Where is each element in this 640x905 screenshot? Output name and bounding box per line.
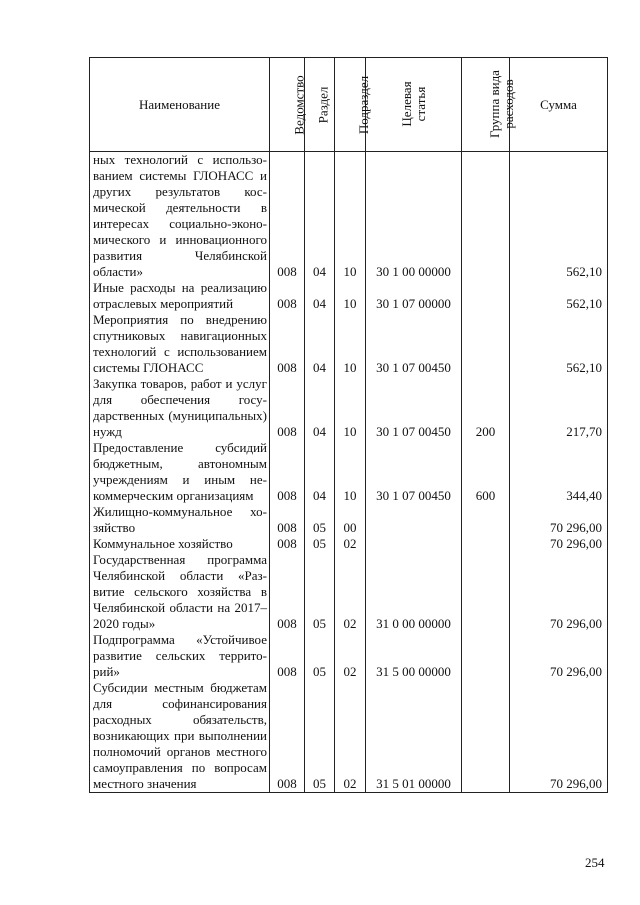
header-gruppa-vida-rashodov-label: Группа вида расходов <box>487 70 516 138</box>
row-celevaya-statya: 30 1 07 00000 <box>366 280 462 312</box>
row-razdel: 04 <box>305 440 335 504</box>
row-celevaya-statya: 30 1 07 00450 <box>366 376 462 440</box>
row-summa: 562,10 <box>510 312 608 376</box>
row-podrazdel: 02 <box>335 552 366 632</box>
row-summa: 70 296,00 <box>510 632 608 680</box>
row-celevaya-statya: 31 5 00 00000 <box>366 632 462 680</box>
row-name: ных технологий с использованием системы ГЛОНАСС и других результатов космической деятельности в интересах социально-экономического и инновационного развития Челябинской области» <box>90 152 270 281</box>
row-name: Коммунальное хозяйство <box>90 536 270 552</box>
row-gruppa-vida-rashodov <box>462 280 510 312</box>
budget-table <box>89 57 608 793</box>
row-name: Жилищно-коммунальное хозяйство <box>90 504 270 536</box>
row-podrazdel: 10 <box>335 280 366 312</box>
header-razdel-label: Раздел <box>315 86 331 123</box>
budget-table-container <box>89 57 608 793</box>
header-celevaya-statya-label: Целевая статья <box>398 81 428 127</box>
header-celevaya-statya <box>366 58 462 152</box>
row-razdel: 05 <box>305 504 335 536</box>
row-vedomstvo: 008 <box>270 440 305 504</box>
header-podrazdel <box>335 58 372 152</box>
table-row <box>90 552 608 632</box>
row-razdel: 04 <box>305 312 335 376</box>
table-row <box>90 536 608 552</box>
row-celevaya-statya: 31 0 00 00000 <box>366 552 462 632</box>
header-name-label: Наименование <box>139 96 220 112</box>
header-gruppa-vida-rashodov <box>462 58 516 152</box>
row-summa: 344,40 <box>510 440 608 504</box>
row-name: Мероприятия по внедрению спутниковых навигационных технологий с использованием системы ГЛОНАСС <box>90 312 270 376</box>
row-name: Государственная программа Челябинской области «Развитие сельского хозяйства в Челябинской области на 2017–2020 годы» <box>90 552 270 632</box>
row-vedomstvo: 008 <box>270 152 305 281</box>
row-name: Предоставление субсидий бюджетным, автономным учреждениям и иным некоммерческим организациям <box>90 440 270 504</box>
row-celevaya-statya <box>366 536 462 552</box>
row-gruppa-vida-rashodov <box>462 536 510 552</box>
header-summa-label: Сумма <box>540 96 577 112</box>
header-summa <box>510 58 608 152</box>
row-vedomstvo: 008 <box>270 632 305 680</box>
row-gruppa-vida-rashodov: 200 <box>462 376 510 440</box>
row-vedomstvo: 008 <box>270 552 305 632</box>
row-summa: 217,70 <box>510 376 608 440</box>
header-vedomstvo <box>270 58 305 152</box>
table-body <box>90 152 608 793</box>
row-gruppa-vida-rashodov <box>462 312 510 376</box>
row-razdel: 04 <box>305 152 335 281</box>
row-summa: 70 296,00 <box>510 536 608 552</box>
row-podrazdel: 10 <box>335 312 366 376</box>
table-row <box>90 312 608 376</box>
row-razdel: 04 <box>305 280 335 312</box>
row-name: Иные расходы на реализацию отраслевых мероприятий <box>90 280 270 312</box>
row-razdel: 05 <box>305 680 335 793</box>
row-summa: 70 296,00 <box>510 552 608 632</box>
row-gruppa-vida-rashodov <box>462 552 510 632</box>
table-row <box>90 632 608 680</box>
row-gruppa-vida-rashodov: 600 <box>462 440 510 504</box>
page-number: 254 <box>585 855 605 870</box>
row-podrazdel: 10 <box>335 440 366 504</box>
row-summa: 70 296,00 <box>510 504 608 536</box>
table-row <box>90 376 608 440</box>
row-podrazdel: 10 <box>335 376 366 440</box>
row-razdel: 04 <box>305 376 335 440</box>
table-row <box>90 680 608 793</box>
row-vedomstvo: 008 <box>270 280 305 312</box>
header-razdel <box>305 58 335 152</box>
table-row <box>90 152 608 281</box>
row-celevaya-statya <box>366 504 462 536</box>
header-vedomstvo-label: Ведомство <box>291 74 307 135</box>
header-name <box>90 58 270 152</box>
row-podrazdel: 00 <box>335 504 366 536</box>
row-podrazdel: 02 <box>335 536 366 552</box>
row-podrazdel: 02 <box>335 680 366 793</box>
row-gruppa-vida-rashodov <box>462 152 510 281</box>
row-celevaya-statya: 30 1 07 00450 <box>366 440 462 504</box>
row-summa: 562,10 <box>510 280 608 312</box>
row-vedomstvo: 008 <box>270 312 305 376</box>
row-summa: 70 296,00 <box>510 680 608 793</box>
row-celevaya-statya: 31 5 01 00000 <box>366 680 462 793</box>
header-podrazdel-label: Подраздел <box>356 75 372 134</box>
row-vedomstvo: 008 <box>270 536 305 552</box>
row-gruppa-vida-rashodov <box>462 504 510 536</box>
row-name: Субсидии местным бюджетам для софинансирования расходных обязательств, возникающих при выполнении полномочий органов местного самоуправления по вопросам местного значения <box>90 680 270 793</box>
row-celevaya-statya: 30 1 00 00000 <box>366 152 462 281</box>
table-header-row <box>90 58 608 152</box>
row-gruppa-vida-rashodov <box>462 632 510 680</box>
table-row <box>90 280 608 312</box>
row-name: Подпрограмма «Устойчивое развитие сельских территорий» <box>90 632 270 680</box>
row-razdel: 05 <box>305 632 335 680</box>
row-razdel: 05 <box>305 552 335 632</box>
row-podrazdel: 10 <box>335 152 366 281</box>
table-row <box>90 440 608 504</box>
row-razdel: 05 <box>305 536 335 552</box>
row-name: Закупка товаров, работ и услуг для обеспечения государственных (муниципальных) нужд <box>90 376 270 440</box>
row-vedomstvo: 008 <box>270 376 305 440</box>
row-celevaya-statya: 30 1 07 00450 <box>366 312 462 376</box>
row-vedomstvo: 008 <box>270 504 305 536</box>
row-summa: 562,10 <box>510 152 608 281</box>
row-vedomstvo: 008 <box>270 680 305 793</box>
row-gruppa-vida-rashodov <box>462 680 510 793</box>
table-row <box>90 504 608 536</box>
row-podrazdel: 02 <box>335 632 366 680</box>
